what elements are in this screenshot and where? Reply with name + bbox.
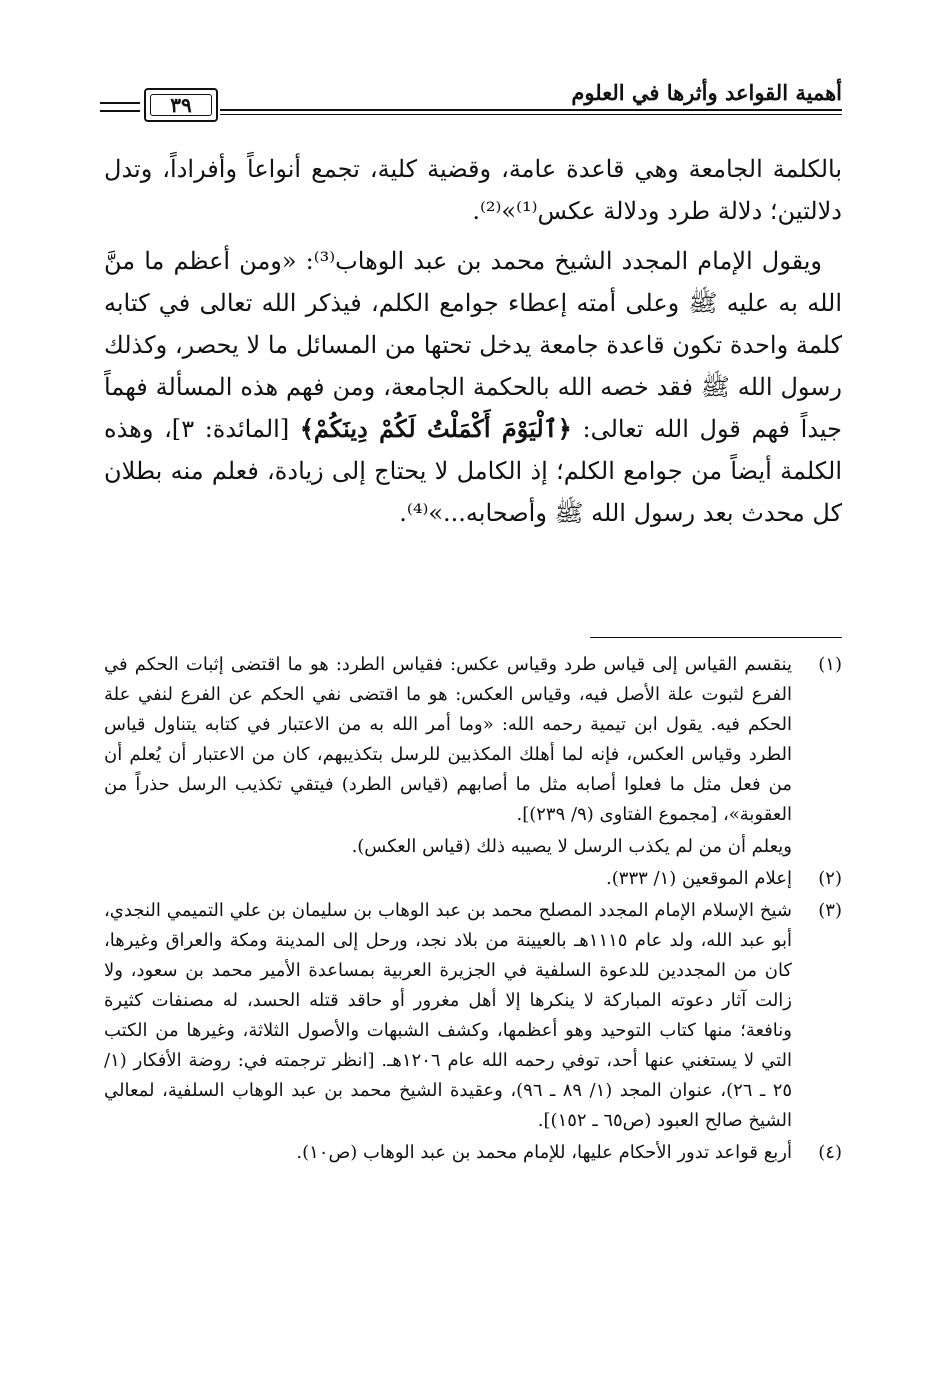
footnote-separator xyxy=(590,637,842,638)
footnotes xyxy=(104,650,842,1170)
footnote xyxy=(104,1138,842,1168)
header-rule-left-top xyxy=(100,102,140,104)
running-title: أهمية القواعد وأثرها في العلوم xyxy=(571,80,842,105)
footnote-number: (٢) xyxy=(818,868,842,889)
footnote-number: (٣) xyxy=(818,900,842,921)
footnote-number: (١) xyxy=(818,654,842,675)
paragraph-text: [المائدة: ٣]، وهذه الكلمة أيضاً من جوامع الكلم؛ إذ الكامل لا يحتاج إلى زيادة، فعلم منه بطلان كل محدث بعد رسول الله ﷺ وأصحابه...»⁽⁴⁾. xyxy=(104,415,842,527)
header-rule-thin xyxy=(220,114,842,115)
footnote-text: شيخ الإسلام الإمام المجدد المصلح محمد بن عبد الوهاب بن سليمان بن علي التميمي النجدي، أبو عبد الله، ولد عام ١١١٥هـ بالعيينة من بلاد نجد، ورحل إلى المدينة ومكة والعراق وغيرها، كان من المجددين للدعوة السلفية في الجزيرة العربية بمساعدة الأمير محمد بن سعود، ولا زالت آثار دعوته المباركة لا ينكرها إلا أهل مغرور أو حاقد قتله الحسد، له مصنفات كثيرة ونافعة؛ منها كتاب التوحيد وهو أعظمها، وكشف الشبهات والأصول الثلاثة، وغيرها من الكتب التي لا يستغني عنها أحد، توفي رحمه الله عام ١٢٠٦هـ. [انظر ترجمته في: روضة الأفكار (١/ ٢٥ ـ ٢٦)، عنوان المجد (١/ ٨٩ ـ ٩٦)، وعقيدة الشيخ محمد بن عبد الوهاب السلفية، لمعالي الشيخ صالح العبود (ص٦٥ ـ ١٥٢)]. xyxy=(104,900,793,1131)
running-header xyxy=(100,80,842,126)
footnote-text: إعلام الموقعين (١/ ٣٣٣). xyxy=(606,868,792,889)
paragraph: بالكلمة الجامعة وهي قاعدة عامة، وقضية كلية، تجمع أنواعاً وأفراداً، وتدل دلالتين؛ دلالة طرد ودلالة عكس⁽¹⁾»⁽²⁾. xyxy=(104,155,842,225)
footnote xyxy=(104,896,842,1136)
header-rule-left-bottom xyxy=(100,110,140,112)
footnote-text: ينقسم القياس إلى قياس طرد وقياس عكس: فقياس الطرد: هو ما اقتضى إثبات الحكم في الفرع لثبوت علة الأصل فيه، وقياس العكس: هو ما اقتضى نفي الحكم عن الفرع لنفي علة الحكم فيه. يقول ابن تيمية رحمه الله: «وما أمر الله به من الاعتبار في كتابه يتناول قياس الطرد وقياس العكس، فإنه لما أهلك المكذبين للرسل بتكذيبهم، كان من الاعتبار أن يُعلم أن من فعل مثل ما فعلوا أصابه مثل ما أصابهم (قياس الطرد) فيتقي تكذيب الرسل حذراً من العقوبة»، [مجموع الفتاوى (٩/ ٢٣٩)]. xyxy=(104,654,792,825)
page-number-box xyxy=(144,88,218,122)
page-number: ٣٩ xyxy=(150,94,212,116)
main-text xyxy=(104,148,842,534)
paragraph-text: ويقول الإمام المجدد الشيخ محمد بن عبد الوهاب⁽³⁾: «ومن أعظم ما منَّ الله به عليه ﷺ وعلى أمته إعطاء جوامع الكلم، فيذكر الله تعالى في كتابه كلمة واحدة تكون قاعدة جامعة يدخل تحتها من المسائل ما لا يحصر، وكذلك رسول الله ﷺ فقد خصه الله بالحكمة الجامعة، ومن فهم هذه المسألة فهماً جيداً فهم قول الله تعالى: xyxy=(104,247,843,443)
paragraph xyxy=(104,240,842,534)
footnote-number: (٤) xyxy=(818,1142,842,1163)
quran-verse: ﴿ٱلْيَوْمَ أَكْمَلْتُ لَكُمْ دِينَكُمْ﴾ xyxy=(299,414,572,443)
header-rule xyxy=(220,109,842,111)
footnote xyxy=(104,864,842,894)
footnote xyxy=(104,650,842,830)
footnote-continuation: ويعلم أن من لم يكذب الرسل لا يصيبه ذلك (قياس العكس). xyxy=(351,836,792,857)
footnote-text: أربع قواعد تدور الأحكام عليها، للإمام محمد بن عبد الوهاب (ص١٠). xyxy=(296,1142,792,1163)
